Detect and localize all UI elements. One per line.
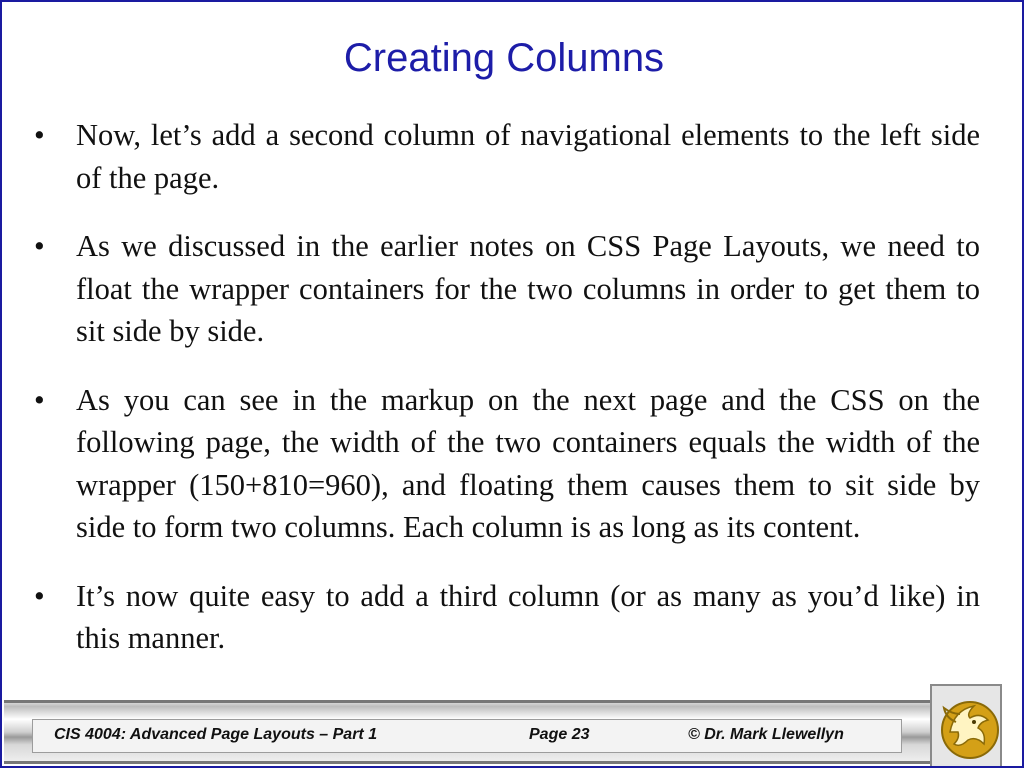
bullet-text: As you can see in the markup on the next page and the CSS on the following page, the width of the two containers equals the width of the wrapper (150+810=960), and floating them causes them to sit side by side to form two columns. Each column is as long as its content. (76, 382, 980, 544)
bullet-mark: • (34, 382, 45, 417)
bullet-text: As we discussed in the earlier notes on CSS Page Layouts, we need to float the wrapper containers for the two columns in order to get them to sit side by side. (76, 229, 980, 348)
footer-bottom-rule (4, 761, 932, 764)
slide-title: Creating Columns (343, 36, 665, 80)
footer-course: CIS 4004: Advanced Page Layouts – Part 1 (54, 726, 378, 743)
bullet-mark: • (34, 578, 45, 613)
bullet-text: Now, let’s add a second column of navigational elements to the left side of the page. (76, 118, 980, 195)
bullet-item (34, 575, 980, 660)
bullet-mark: • (34, 229, 45, 263)
bullet-item (34, 379, 980, 549)
pegasus-logo-icon (936, 692, 1002, 764)
bullet-list (34, 114, 980, 686)
bullet-item (34, 114, 980, 199)
footer-top-rule (4, 700, 932, 703)
bullet-mark: • (34, 118, 45, 152)
bullet-item (34, 225, 980, 353)
footer-author: © Dr. Mark Llewellyn (688, 726, 844, 743)
bullet-text: It’s now quite easy to add a third column (or as many as you’d like) in this manner. (76, 578, 980, 655)
footer-page-number: Page 23 (529, 726, 590, 743)
